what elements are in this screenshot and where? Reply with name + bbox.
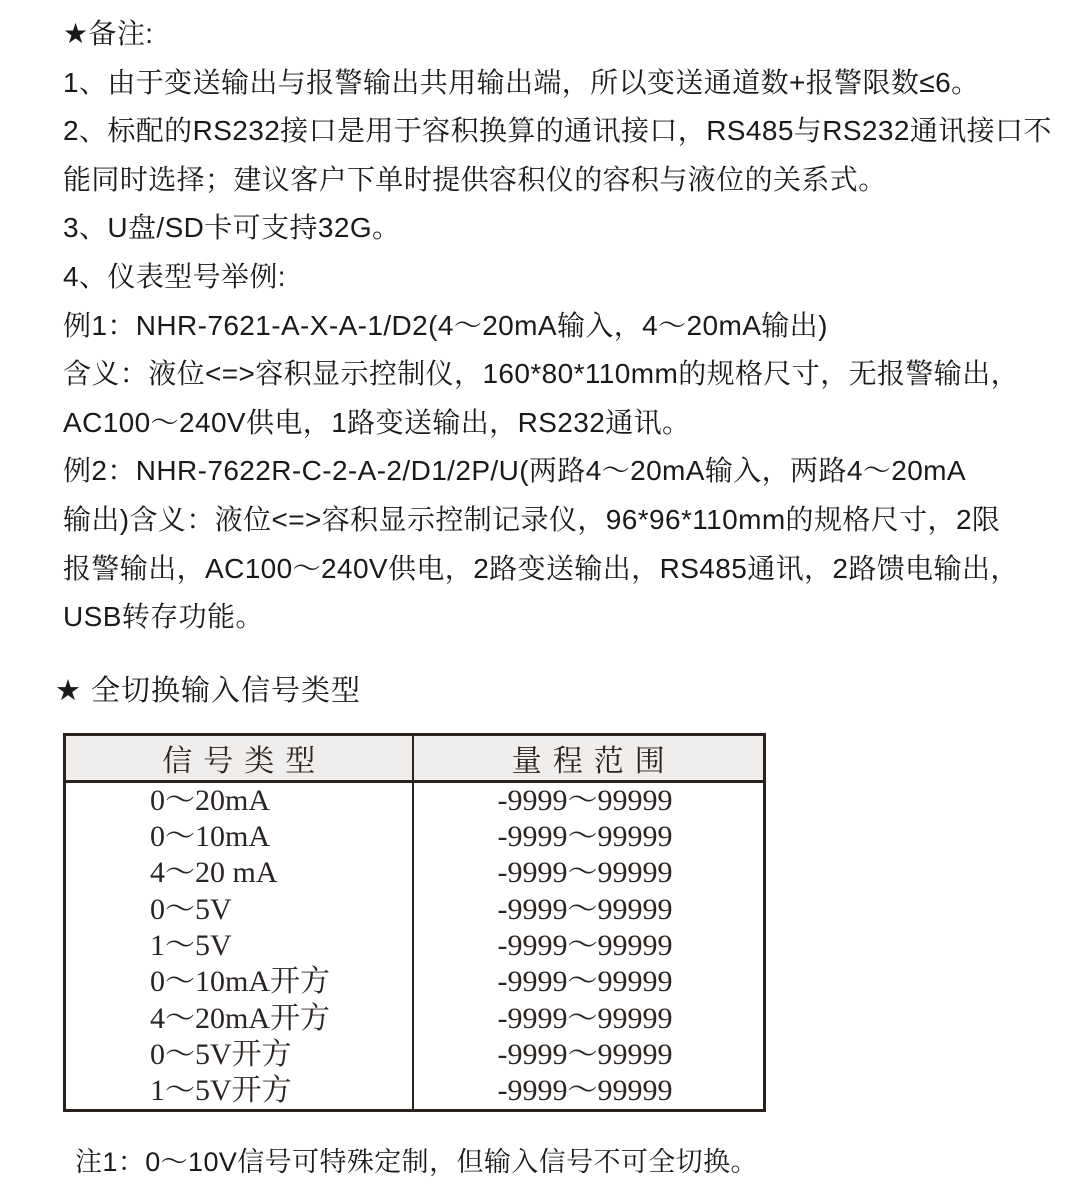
table-row	[65, 892, 765, 928]
range-cell: -9999～99999	[413, 892, 765, 928]
note-line: 报警输出，AC100～240V供电，2路变送输出，RS485通讯，2路馈电输出，	[63, 552, 1019, 584]
table-header-range: 量程范围	[413, 734, 765, 781]
footnote: 注1：0～10V信号可特殊定制，但输入信号不可全切换。	[75, 1147, 758, 1178]
signal-type-cell: 0～5V	[150, 892, 232, 926]
note-line: 2、标配的RS232接口是用于容积换算的通讯接口，RS485与RS232通讯接口不	[63, 115, 1052, 147]
range-cell: -9999～99999	[413, 1001, 765, 1037]
section-title: ★ 全切换输入信号类型	[55, 674, 362, 707]
note-line: 例1：NHR-7621-A-X-A-1/D2(4～20mA输入，4～20mA输出)	[63, 309, 828, 341]
table-row	[65, 964, 765, 1000]
signal-table	[63, 733, 766, 1113]
signal-type-cell: 0～20mA	[150, 783, 270, 817]
signal-type-cell: 4～20 mA	[150, 856, 278, 890]
table-row	[65, 1001, 765, 1037]
signal-type-cell: 1～5V	[150, 929, 232, 963]
notes-title: ★备注:	[63, 18, 154, 49]
note-line: 能同时选择；建议客户下单时提供容积仪的容积与液位的关系式。	[63, 163, 887, 195]
note-line: AC100～240V供电，1路变送输出，RS232通讯。	[63, 406, 691, 438]
range-cell: -9999～99999	[413, 855, 765, 891]
note-line: 1、由于变送输出与报警输出共用输出端，所以变送通道数+报警限数≤6。	[63, 66, 980, 98]
range-cell: -9999～99999	[413, 1037, 765, 1073]
range-cell: -9999～99999	[413, 964, 765, 1000]
table-row	[65, 1037, 765, 1073]
note-line: 4、仪表型号举例:	[63, 260, 286, 292]
signal-type-cell: 1～5V开方	[150, 1074, 292, 1108]
range-cell: -9999～99999	[413, 819, 765, 855]
table-header-signal-type: 信号类型	[65, 734, 413, 781]
range-cell: -9999～99999	[413, 928, 765, 964]
table-row	[65, 855, 765, 891]
note-line: 含义：液位<=>容积显示控制仪，160*80*110mm的规格尺寸，无报警输出，	[63, 358, 1019, 390]
signal-type-cell: 4～20mA开方	[150, 1001, 330, 1035]
note-line: 输出)含义：液位<=>容积显示控制记录仪，96*96*110mm的规格尺寸，2限	[63, 503, 1001, 535]
table-row	[65, 1073, 765, 1111]
signal-type-cell: 0～5V开方	[150, 1037, 292, 1071]
table-row	[65, 819, 765, 855]
table-header-row	[65, 734, 765, 781]
table-row	[65, 928, 765, 964]
note-line: 例2：NHR-7622R-C-2-A-2/D1/2P/U(两路4～20mA输入，两路4～20mA	[63, 455, 966, 487]
notes-section	[63, 10, 1052, 642]
signal-type-cell: 0～10mA	[150, 820, 270, 854]
range-cell: -9999～99999	[413, 781, 765, 819]
note-line: 3、U盘/SD卡可支持32G。	[63, 212, 401, 244]
range-cell: -9999～99999	[413, 1073, 765, 1111]
table-row	[65, 781, 765, 819]
signal-type-cell: 0～10mA开方	[150, 965, 330, 999]
note-line: USB转存功能。	[63, 601, 264, 633]
